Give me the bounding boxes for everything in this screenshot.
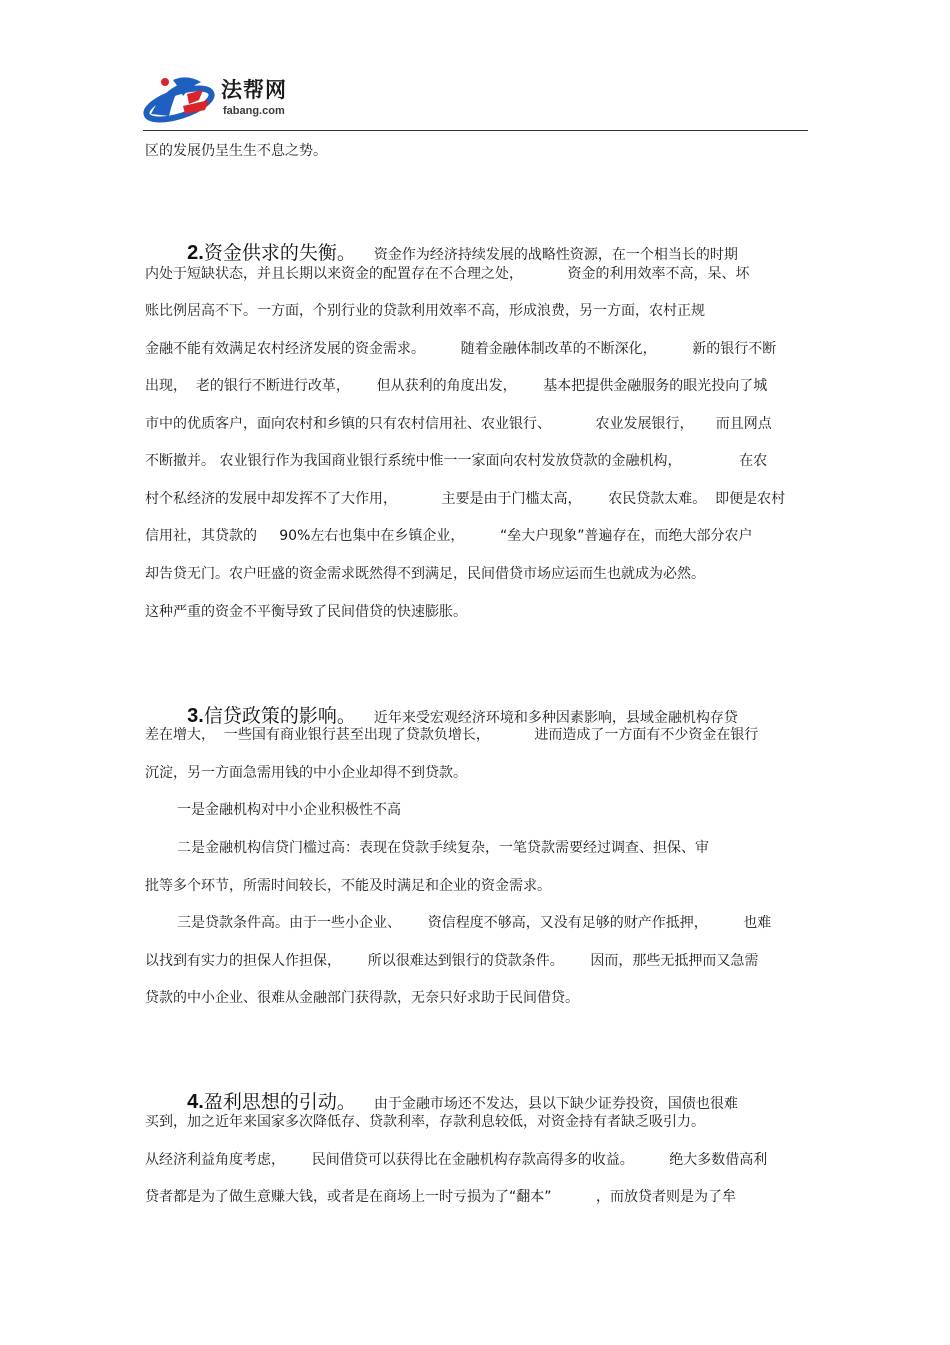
- text-line: 差在增大， 一些国有商业银行甚至出现了贷款负增长， 进而造成了一方面有不少资金在银行: [145, 727, 759, 743]
- text-line: 从经济利益角度考虑， 民间借贷可以获得比在金融机构存款高得多的收益。 绝大多数借高利: [145, 1152, 768, 1168]
- text-line: 金融不能有效满足农村经济发展的资金需求。 随着金融体制改革的不断深化， 新的银行不断: [145, 341, 777, 357]
- fabang-logo-icon: [143, 70, 219, 126]
- section-heading-2: [177, 219, 738, 265]
- text-line: 贷者都是为了做生意赚大钱，或者是在商场上一时亏损为了“翻本” ，而放贷者则是为了牟: [145, 1189, 737, 1205]
- text-line: 三是贷款条件高。由于一些小企业、 资信程度不够高，又没有足够的财产作抵押， 也难: [177, 915, 772, 931]
- site-name: 法帮网: [221, 78, 287, 102]
- heading-text: 盈利思想的引动。: [203, 1091, 356, 1113]
- heading-text: 信贷政策的影响。: [203, 705, 356, 727]
- text-line: 以找到有实力的担保人作担保， 所以很难达到银行的贷款条件。 因而，那些无抵押而又急需: [145, 953, 759, 969]
- heading-number: 3.: [187, 705, 204, 727]
- text-line: 一是金融机构对中小企业积极性不高: [177, 802, 401, 818]
- text-line: 二是金融机构信贷门槛过高：表现在贷款手续复杂，一笔贷款需要经过调查、担保、审: [177, 840, 709, 856]
- site-domain: fabang.com: [223, 105, 285, 117]
- text-line: 却告贷无门。农户旺盛的资金需求既然得不到满足，民间借贷市场应运而生也就成为必然。: [145, 566, 705, 582]
- heading-number: 2.: [187, 242, 204, 264]
- text-line: 区的发展仍呈生生不息之势。: [145, 143, 327, 159]
- heading-text: 资金供求的失衡。: [203, 242, 356, 264]
- text-line: 批等多个环节，所需时间较长，不能及时满足和企业的资金需求。: [145, 878, 551, 894]
- page-header: [143, 66, 808, 131]
- heading-title: [187, 242, 356, 264]
- heading-title: [187, 705, 356, 727]
- section-heading-4: [177, 1068, 738, 1114]
- text-line: 村个私经济的发展中却发挥不了大作用， 主要是由于门槛太高， 农民贷款太难。 即便是农村: [145, 491, 786, 507]
- text-line: 买到，加之近年来国家多次降低存、贷款利率，存款利息较低，对资金持有者缺乏吸引力。: [145, 1114, 705, 1130]
- text-line: 不断撤并。 农业银行作为我国商业银行系统中惟一一家面向农村发放贷款的金融机构， 在农: [145, 453, 768, 469]
- text-line: 内处于短缺状态，并且长期以来资金的配置存在不合理之处， 资金的利用效率不高，呆、坏: [145, 266, 750, 282]
- heading-continuation: 近年来受宏观经济环境和多种因素影响，县域金融机构存贷: [373, 710, 738, 726]
- text-line: 沉淀，另一方面急需用钱的中小企业却得不到贷款。: [145, 765, 467, 781]
- text-line: 市中的优质客户，面向农村和乡镇的只有农村信用社、农业银行、 农业发展银行， 而且网点: [145, 416, 772, 432]
- text-line: 贷款的中小企业、很难从金融部门获得款，无奈只好求助于民间借贷。: [145, 990, 579, 1006]
- text-line: 出现， 老的银行不断进行改革， 但从获利的角度出发， 基本把提供金融服务的眼光投向了城: [145, 378, 768, 394]
- section-heading-3: [177, 682, 738, 728]
- text-line: 账比例居高不下。一方面，个别行业的贷款利用效率不高，形成浪费，另一方面，农村正规: [145, 303, 705, 319]
- heading-continuation: 资金作为经济持续发展的战略性资源，在一个相当长的时期: [373, 247, 738, 263]
- heading-title: [187, 1091, 356, 1113]
- text-line: 这种严重的资金不平衡导致了民间借贷的快速膨胀。: [145, 604, 467, 620]
- text-line: 信用社，其贷款的 90%左右也集中在乡镇企业， “垒大户现象”普遍存在，而绝大部分农户: [145, 528, 753, 544]
- heading-number: 4.: [187, 1091, 204, 1113]
- heading-continuation: 由于金融市场还不发达，县以下缺少证券投资，国债也很难: [373, 1096, 738, 1112]
